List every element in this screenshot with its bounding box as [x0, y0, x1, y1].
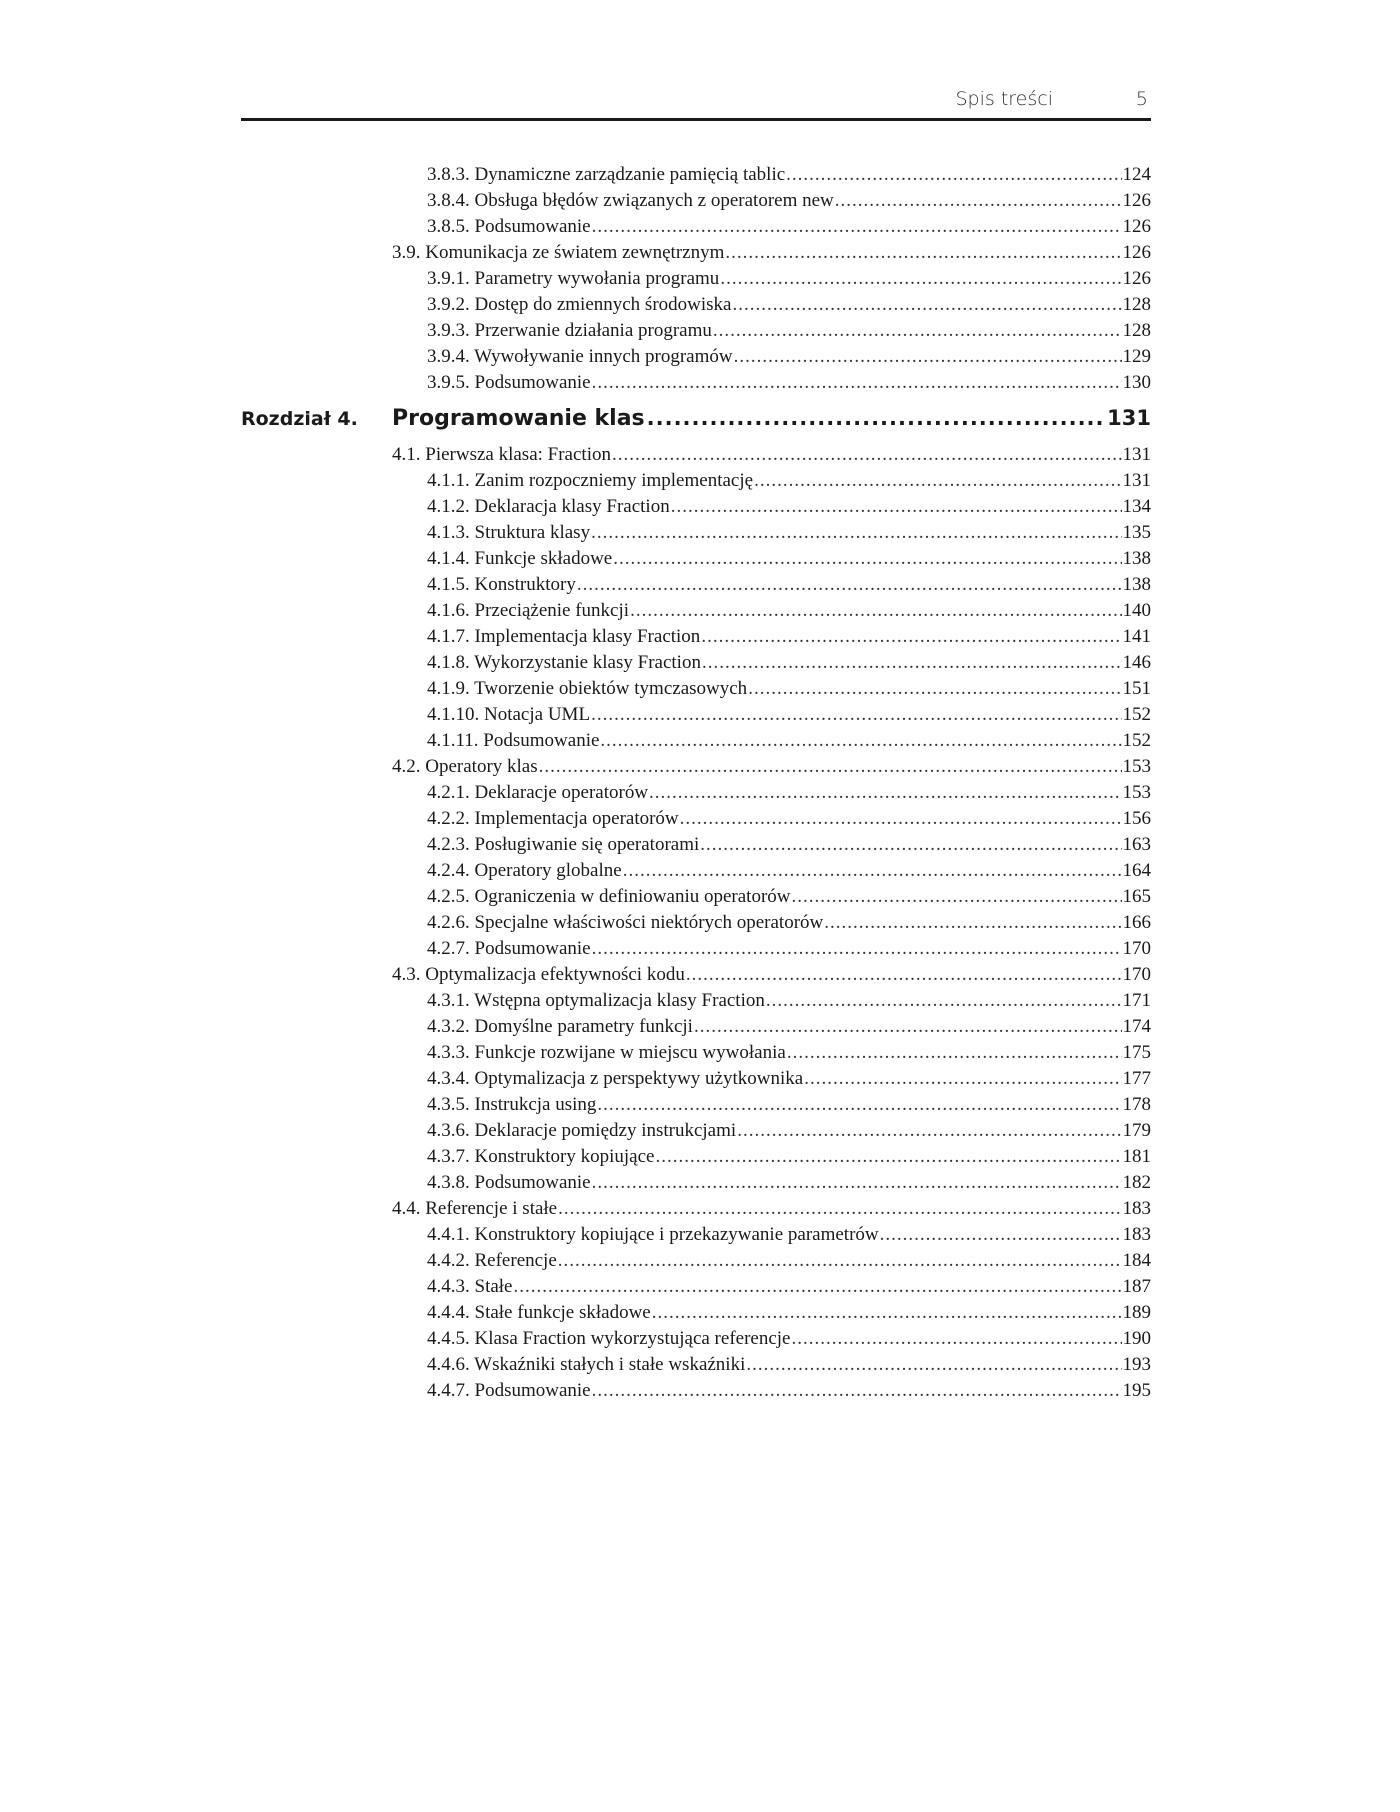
- toc-entry-page: 129: [1122, 346, 1151, 367]
- dot-leader: [792, 1326, 1122, 1352]
- toc-entry-page: 171: [1122, 990, 1151, 1011]
- toc-entry-title: 4.3.8. Podsumowanie: [427, 1172, 591, 1193]
- toc-subsection-entry[interactable]: [427, 1326, 1151, 1352]
- toc-entry-page: 153: [1122, 756, 1151, 777]
- toc-entry-title: 4.4.4. Stałe funkcje składowe: [427, 1302, 651, 1323]
- toc-subsection-entry[interactable]: [427, 806, 1151, 832]
- dot-leader: [597, 1092, 1121, 1118]
- dot-leader: [746, 1352, 1121, 1378]
- toc-subsection-entry[interactable]: [427, 832, 1151, 858]
- toc-entry-title: 4.2.1. Deklaracje operatorów: [427, 782, 649, 803]
- toc-entry-page: 181: [1122, 1146, 1151, 1167]
- dot-leader: [700, 832, 1121, 858]
- dot-leader: [720, 266, 1121, 292]
- toc-subsection-entry[interactable]: [427, 624, 1151, 650]
- toc-entry-title: 4.4.2. Referencje: [427, 1250, 557, 1271]
- toc-subsection-entry[interactable]: [427, 520, 1151, 546]
- toc-subsection-entry[interactable]: [427, 1378, 1151, 1404]
- dot-leader: [592, 214, 1122, 240]
- dot-leader: [713, 318, 1122, 344]
- toc-subsection-entry[interactable]: [427, 1144, 1151, 1170]
- toc-subsection-entry[interactable]: [427, 1222, 1151, 1248]
- dot-leader: [748, 676, 1121, 702]
- toc-subsection-entry[interactable]: [427, 884, 1151, 910]
- toc-entry-page: 175: [1122, 1042, 1151, 1063]
- dot-leader: [630, 598, 1121, 624]
- chapter-title: Programowanie klas: [392, 406, 645, 431]
- toc-section-entry[interactable]: [392, 962, 1151, 988]
- dot-leader: [880, 1222, 1122, 1248]
- dot-leader: [694, 1014, 1122, 1040]
- dot-leader: [600, 728, 1121, 754]
- toc-entry-page: 184: [1122, 1250, 1151, 1271]
- toc-subsection-entry[interactable]: [427, 1248, 1151, 1274]
- toc-entry-title: 4.1.11. Podsumowanie: [427, 730, 600, 751]
- toc-entry-title: 4.3. Optymalizacja efektywności kodu: [392, 964, 685, 985]
- toc-subsection-entry[interactable]: [427, 1352, 1151, 1378]
- dot-leader: [725, 240, 1121, 266]
- toc-entry-page: 131: [1122, 444, 1151, 465]
- toc-entry-page: 153: [1122, 782, 1151, 803]
- dot-leader: [824, 910, 1121, 936]
- toc-entry-title: 4.4.6. Wskaźniki stałych i stałe wskaźniki: [427, 1354, 746, 1375]
- toc-entry-page: 131: [1122, 470, 1151, 491]
- toc-entry-page: 141: [1122, 626, 1151, 647]
- toc-subsection-entry[interactable]: [427, 572, 1151, 598]
- dot-leader: [804, 1066, 1121, 1092]
- toc-entries-after-chapter: [241, 442, 1151, 1404]
- toc-entry-title: 4.1.6. Przeciążenie funkcji: [427, 600, 630, 621]
- dot-leader: [592, 1170, 1122, 1196]
- dot-leader: [792, 884, 1122, 910]
- dot-leader: [591, 520, 1121, 546]
- toc-entry-title: 3.8.5. Podsumowanie: [427, 216, 591, 237]
- dot-leader: [686, 962, 1122, 988]
- dot-leader: [592, 1378, 1122, 1404]
- toc-entry-page: 164: [1122, 860, 1151, 881]
- toc-entry-title: 3.9. Komunikacja ze światem zewnętrznym: [392, 242, 725, 263]
- toc-subsection-entry[interactable]: [427, 702, 1151, 728]
- toc-entry-page: 135: [1122, 522, 1151, 543]
- dot-leader: [787, 1040, 1122, 1066]
- toc-entry-page: 178: [1122, 1094, 1151, 1115]
- toc-entry-page: 182: [1122, 1172, 1151, 1193]
- dot-leader: [592, 370, 1122, 396]
- toc-subsection-entry[interactable]: [427, 214, 1151, 240]
- toc-entry-title: 4.1.1. Zanim rozpoczniemy implementację: [427, 470, 754, 491]
- toc-subsection-entry[interactable]: [427, 650, 1151, 676]
- toc-entry-page: 165: [1122, 886, 1151, 907]
- dot-leader: [680, 806, 1122, 832]
- toc-subsection-entry[interactable]: [427, 910, 1151, 936]
- toc-entry-title: 3.9.1. Parametry wywołania programu: [427, 268, 720, 289]
- toc-entry-page: 163: [1122, 834, 1151, 855]
- toc-entry-page: 183: [1122, 1198, 1151, 1219]
- toc-subsection-entry[interactable]: [427, 266, 1151, 292]
- toc-subsection-entry[interactable]: [427, 988, 1151, 1014]
- toc-subsection-entry[interactable]: [427, 494, 1151, 520]
- dot-leader: [737, 1118, 1121, 1144]
- toc-subsection-entry[interactable]: [427, 1092, 1151, 1118]
- header-section-title: Spis treści: [955, 88, 1053, 110]
- toc-subsection-entry[interactable]: [427, 318, 1151, 344]
- toc-subsection-entry[interactable]: [427, 292, 1151, 318]
- toc-entry-title: 4.2.3. Posługiwanie się operatorami: [427, 834, 700, 855]
- toc-entry-page: 138: [1122, 548, 1151, 569]
- toc-entry-page: 146: [1122, 652, 1151, 673]
- toc-entry-title: 4.3.6. Deklaracje pomiędzy instrukcjami: [427, 1120, 737, 1141]
- toc-entry-title: 3.8.4. Obsługa błędów związanych z operatorem new: [427, 190, 834, 211]
- toc-subsection-entry[interactable]: [427, 370, 1151, 396]
- toc-entry-title: 3.9.2. Dostęp do zmiennych środowiska: [427, 294, 732, 315]
- toc-subsection-entry[interactable]: [427, 162, 1151, 188]
- toc-entry-page: 189: [1122, 1302, 1151, 1323]
- toc-entry-title: 4.4. Referencje i stałe: [392, 1198, 558, 1219]
- chapter-page: 131: [1107, 406, 1151, 430]
- dot-leader: [701, 624, 1121, 650]
- toc-entry-page: 170: [1122, 964, 1151, 985]
- toc-subsection-entry[interactable]: [427, 1170, 1151, 1196]
- toc-entry-page: 126: [1122, 268, 1151, 289]
- toc-subsection-entry[interactable]: [427, 546, 1151, 572]
- toc-entry-page: 187: [1122, 1276, 1151, 1297]
- toc-entry-title: 4.2.6. Specjalne właściwości niektórych operatorów: [427, 912, 824, 933]
- dot-leader: [734, 344, 1122, 370]
- toc-section-entry[interactable]: [392, 240, 1151, 266]
- toc-entry-title: 4.4.5. Klasa Fraction wykorzystująca referencje: [427, 1328, 791, 1349]
- toc-entry-title: 4.2.4. Operatory globalne: [427, 860, 622, 881]
- toc-section-entry[interactable]: [392, 442, 1151, 468]
- toc-entry-title: 4.1.3. Struktura klasy: [427, 522, 591, 543]
- toc-entry-page: 170: [1122, 938, 1151, 959]
- dot-leader: [732, 292, 1121, 318]
- toc-entry-page: 177: [1122, 1068, 1151, 1089]
- toc-subsection-entry[interactable]: [427, 1274, 1151, 1300]
- toc-entry-title: 4.3.1. Wstępna optymalizacja klasy Fraction: [427, 990, 765, 1011]
- running-header: [241, 84, 1151, 121]
- toc-subsection-entry[interactable]: [427, 1014, 1151, 1040]
- toc-entry-title: 4.1.7. Implementacja klasy Fraction: [427, 626, 701, 647]
- dot-leader: [591, 702, 1121, 728]
- toc-entry-title: 4.4.7. Podsumowanie: [427, 1380, 591, 1401]
- toc-entry-title: 4.2.2. Implementacja operatorów: [427, 808, 679, 829]
- toc-section-entry[interactable]: [392, 1196, 1151, 1222]
- toc-entry-title: 4.1.10. Notacja UML: [427, 704, 591, 725]
- dot-leader: [612, 442, 1122, 468]
- toc-entry-title: 3.9.4. Wywoływanie innych programów: [427, 346, 733, 367]
- dot-leader: [652, 1300, 1122, 1326]
- table-of-contents: [241, 162, 1151, 1404]
- toc-subsection-entry[interactable]: [427, 1066, 1151, 1092]
- toc-entry-page: 151: [1122, 678, 1151, 699]
- toc-entry-title: 4.1.2. Deklaracja klasy Fraction: [427, 496, 670, 517]
- toc-entry-title: 3.9.5. Podsumowanie: [427, 372, 591, 393]
- toc-entry-page: 128: [1122, 294, 1151, 315]
- dot-leader: [592, 936, 1122, 962]
- dot-leader: [702, 650, 1122, 676]
- dot-leader: [786, 162, 1121, 188]
- toc-subsection-entry[interactable]: [427, 1040, 1151, 1066]
- toc-subsection-entry[interactable]: [427, 858, 1151, 884]
- toc-entry-title: 4.4.1. Konstruktory kopiujące i przekazywanie parametrów: [427, 1224, 879, 1245]
- toc-subsection-entry[interactable]: [427, 188, 1151, 214]
- toc-entry-title: 4.3.2. Domyślne parametry funkcji: [427, 1016, 693, 1037]
- toc-entry-title: 4.3.5. Instrukcja using: [427, 1094, 597, 1115]
- toc-entry-title: 4.1.4. Funkcje składowe: [427, 548, 613, 569]
- toc-entry-page: 179: [1122, 1120, 1151, 1141]
- toc-entry-page: 156: [1122, 808, 1151, 829]
- toc-entry-title: 4.3.3. Funkcje rozwijane w miejscu wywołania: [427, 1042, 786, 1063]
- toc-entry-page: 190: [1122, 1328, 1151, 1349]
- toc-entry-title: 4.2.5. Ograniczenia w definiowaniu operatorów: [427, 886, 791, 907]
- toc-entry-page: 126: [1122, 190, 1151, 211]
- toc-entry-page: 126: [1122, 242, 1151, 263]
- dot-leader: [623, 858, 1122, 884]
- dot-leader: [558, 1248, 1122, 1274]
- toc-entry-page: 195: [1122, 1380, 1151, 1401]
- toc-entry-title: 4.1.8. Wykorzystanie klasy Fraction: [427, 652, 701, 673]
- dot-leader: [577, 572, 1122, 598]
- dot-leader: [754, 468, 1121, 494]
- dot-leader: [835, 188, 1122, 214]
- toc-entry-page: 140: [1122, 600, 1151, 621]
- chapter-heading[interactable]: [241, 399, 1151, 437]
- toc-subsection-entry[interactable]: [427, 780, 1151, 806]
- toc-entry-page: 166: [1122, 912, 1151, 933]
- toc-subsection-entry[interactable]: [427, 598, 1151, 624]
- toc-entry-title: 4.3.7. Konstruktory kopiujące: [427, 1146, 655, 1167]
- toc-entry-page: 152: [1122, 730, 1151, 751]
- toc-subsection-entry[interactable]: [427, 468, 1151, 494]
- chapter-number: Rozdział 4.: [241, 408, 358, 430]
- dot-leader: [613, 546, 1121, 572]
- toc-entries-before-chapter: [241, 162, 1151, 396]
- toc-entry-page: 183: [1122, 1224, 1151, 1245]
- toc-entry-page: 126: [1122, 216, 1151, 237]
- toc-subsection-entry[interactable]: [427, 936, 1151, 962]
- toc-entry-page: 174: [1122, 1016, 1151, 1037]
- dot-leader: [647, 399, 1106, 437]
- toc-section-entry[interactable]: [392, 754, 1151, 780]
- toc-entry-title: 4.1. Pierwsza klasa: Fraction: [392, 444, 611, 465]
- dot-leader: [655, 1144, 1121, 1170]
- toc-entry-title: 4.2.7. Podsumowanie: [427, 938, 591, 959]
- toc-entry-page: 124: [1122, 164, 1151, 185]
- toc-entry-title: 3.9.3. Przerwanie działania programu: [427, 320, 712, 341]
- toc-entry-page: 134: [1122, 496, 1151, 517]
- toc-entry-title: 4.2. Operatory klas: [392, 756, 538, 777]
- header-page-number: 5: [1135, 88, 1148, 110]
- toc-subsection-entry[interactable]: [427, 728, 1151, 754]
- toc-entry-page: 152: [1122, 704, 1151, 725]
- toc-entry-page: 138: [1122, 574, 1151, 595]
- toc-subsection-entry[interactable]: [427, 1118, 1151, 1144]
- toc-subsection-entry[interactable]: [427, 344, 1151, 370]
- dot-leader: [649, 780, 1121, 806]
- toc-entry-page: 130: [1122, 372, 1151, 393]
- toc-entry-title: 4.4.3. Stałe: [427, 1276, 513, 1297]
- dot-leader: [539, 754, 1122, 780]
- toc-subsection-entry[interactable]: [427, 676, 1151, 702]
- toc-entry-page: 128: [1122, 320, 1151, 341]
- toc-subsection-entry[interactable]: [427, 1300, 1151, 1326]
- toc-entry-title: 4.3.4. Optymalizacja z perspektywy użytkownika: [427, 1068, 804, 1089]
- dot-leader: [558, 1196, 1121, 1222]
- toc-entry-title: 4.1.5. Konstruktory: [427, 574, 576, 595]
- toc-entry-page: 193: [1122, 1354, 1151, 1375]
- dot-leader: [671, 494, 1122, 520]
- dot-leader: [766, 988, 1122, 1014]
- toc-entry-title: 4.1.9. Tworzenie obiektów tymczasowych: [427, 678, 748, 699]
- dot-leader: [514, 1274, 1122, 1300]
- toc-entry-title: 3.8.3. Dynamiczne zarządzanie pamięcią tablic: [427, 164, 786, 185]
